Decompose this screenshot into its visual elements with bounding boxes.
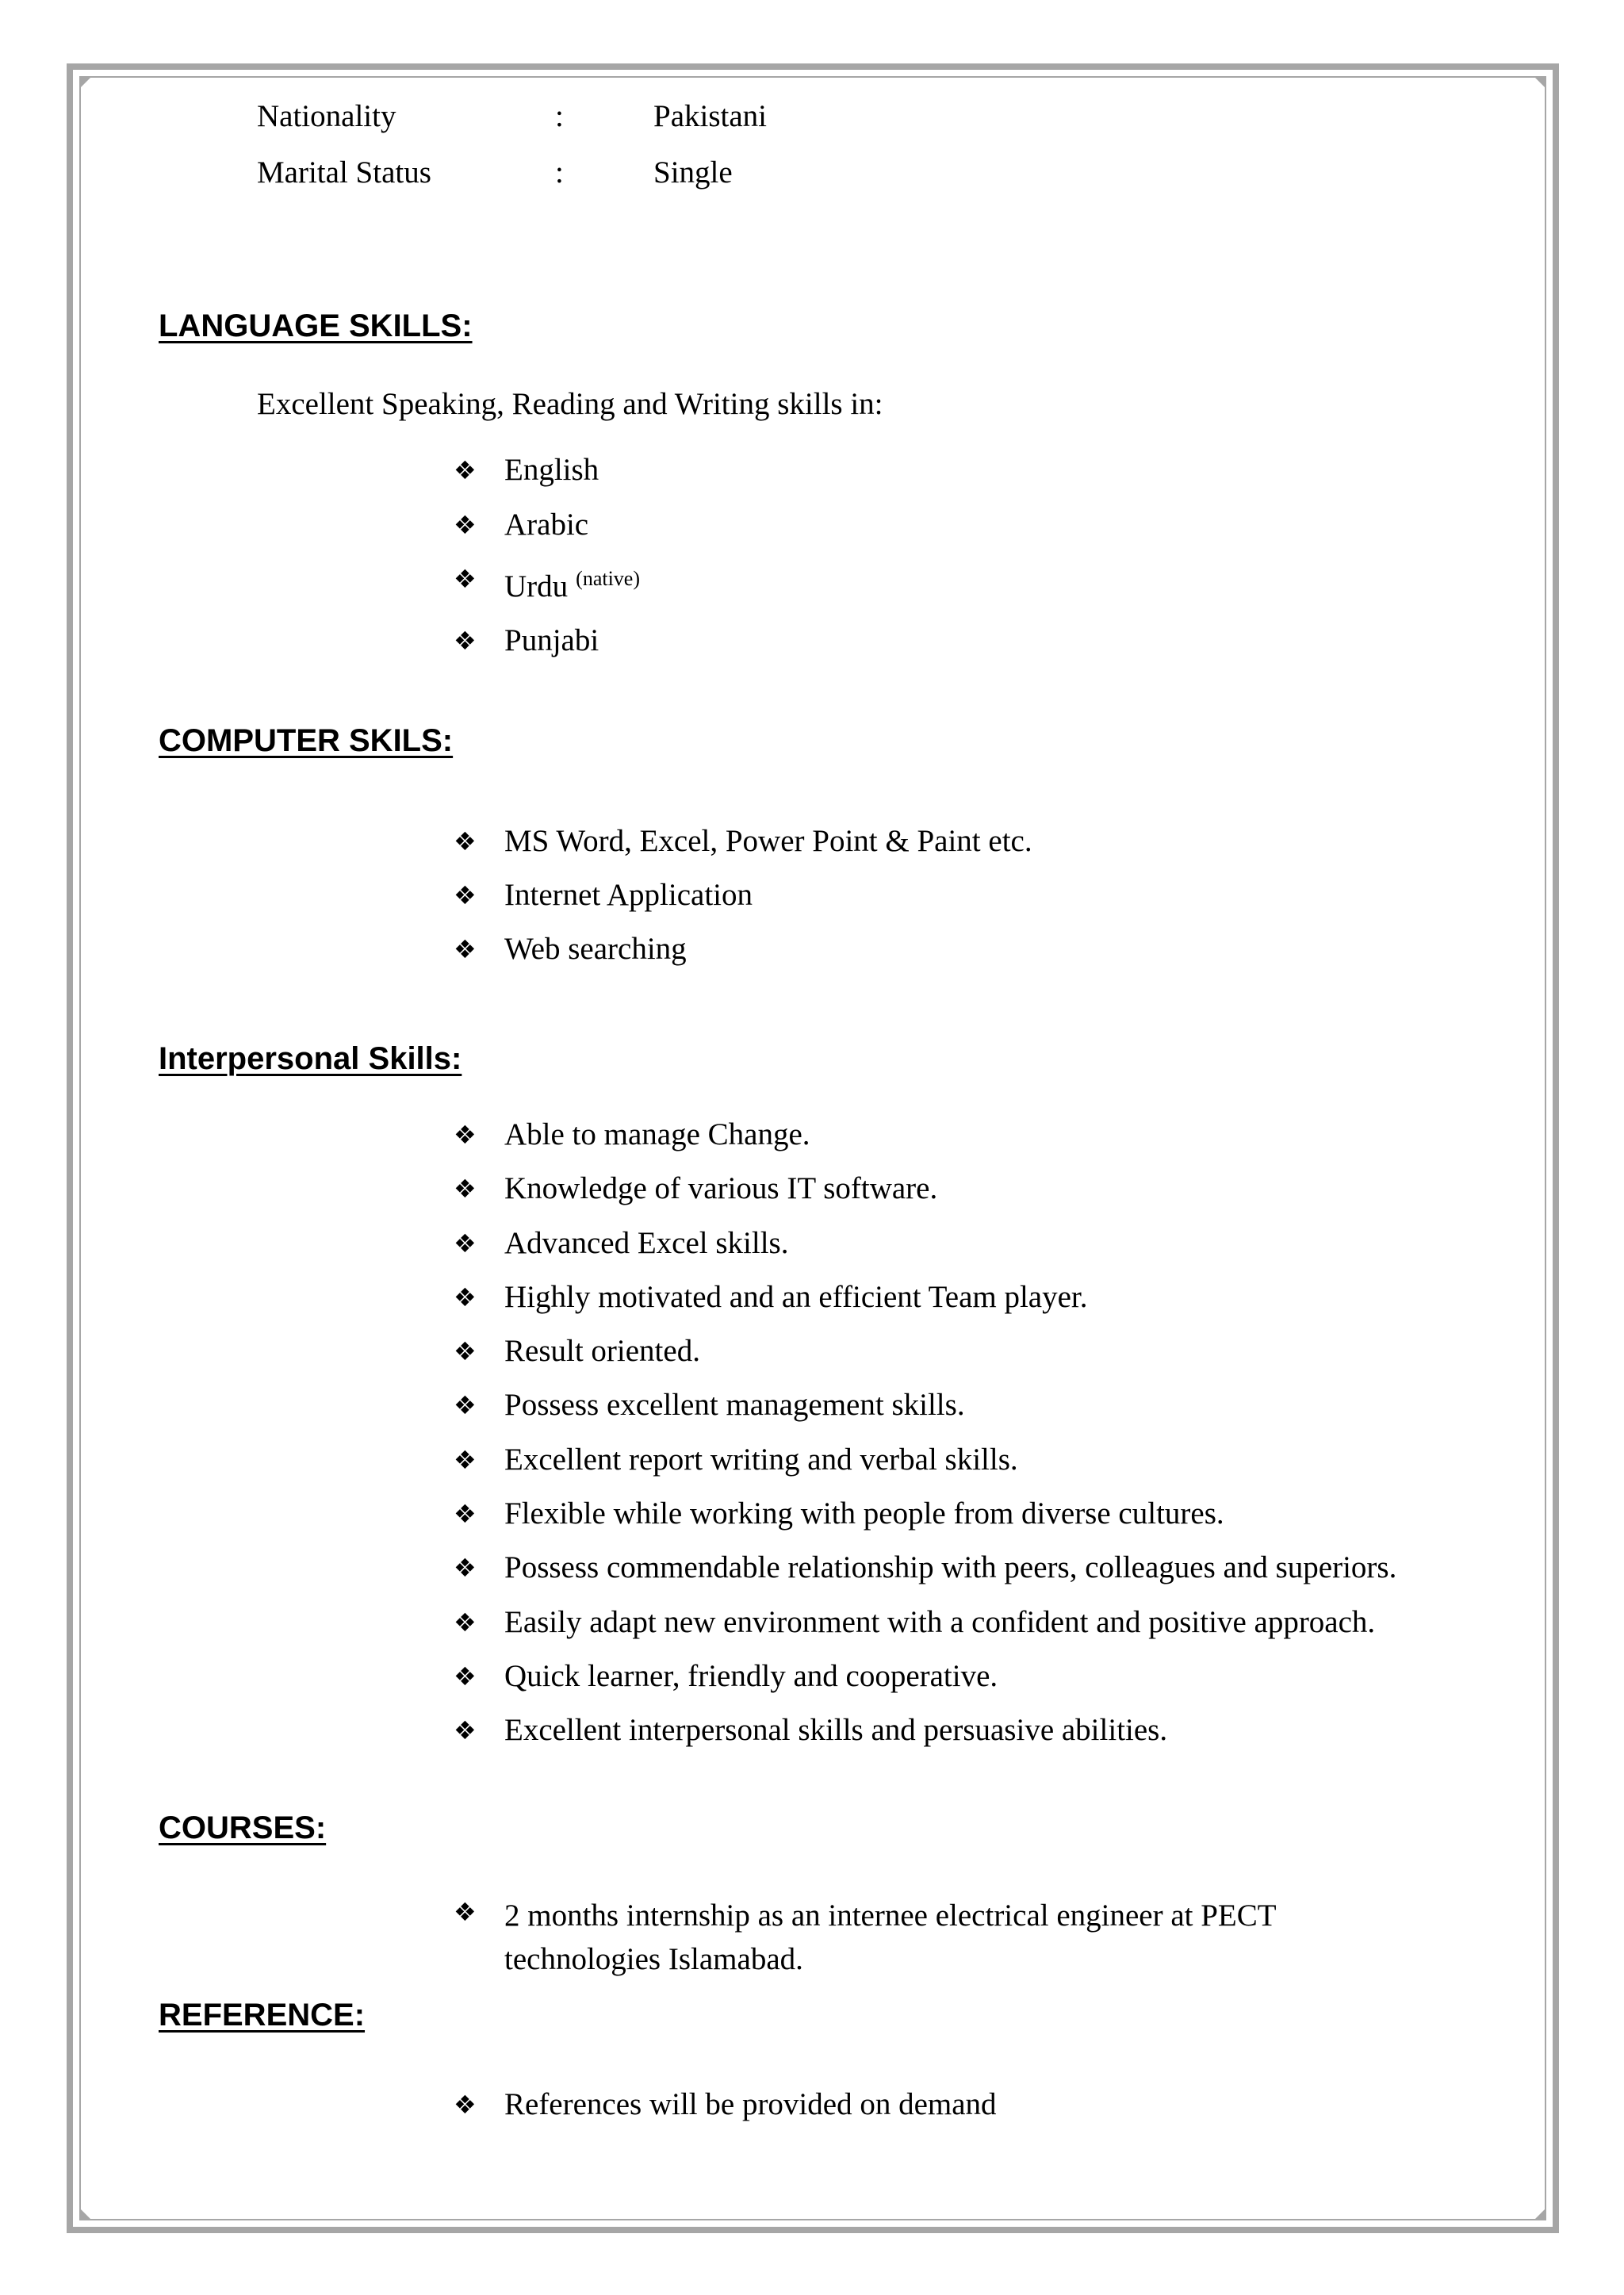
- nationality-label: Nationality: [257, 99, 396, 133]
- course-line-2: technologies Islamabad.: [504, 1942, 803, 1976]
- diamond-bullet-icon: ❖: [454, 880, 477, 910]
- interpersonal-skill-item: Highly motivated and an efficient Team player.: [504, 1279, 1088, 1314]
- diamond-bullet-icon: ❖: [454, 1499, 477, 1530]
- diamond-bullet-icon: ❖: [454, 1174, 477, 1205]
- list-item: [454, 1658, 1396, 1695]
- computer-skills-heading: COMPUTER SKILS:: [159, 723, 454, 758]
- diamond-bullet-icon: ❖: [454, 2090, 477, 2120]
- list-item: [454, 1894, 1277, 1981]
- corner-ornament-top-left: [79, 76, 92, 89]
- diamond-bullet-icon: ❖: [454, 1661, 477, 1692]
- urdu-native-note: (native): [576, 567, 640, 590]
- diamond-bullet-icon: ❖: [454, 1607, 477, 1638]
- computer-skill-item: Internet Application: [504, 878, 753, 912]
- marital-status-separator: :: [555, 155, 564, 190]
- diamond-bullet-icon: ❖: [454, 1120, 477, 1150]
- list-item: [454, 823, 1032, 860]
- list-item: [454, 1279, 1396, 1316]
- list-item: [454, 1333, 1396, 1370]
- diamond-bullet-icon: ❖: [454, 1553, 477, 1584]
- language-item: Arabic: [504, 508, 589, 542]
- corner-ornament-bottom-left: [79, 2208, 92, 2220]
- diamond-bullet-icon: ❖: [454, 1897, 477, 1927]
- interpersonal-skill-item: Flexible while working with people from diverse cultures.: [504, 1496, 1224, 1531]
- list-item: [454, 1117, 1396, 1153]
- interpersonal-skill-item: Excellent report writing and verbal skills.: [504, 1442, 1018, 1477]
- list-item: [454, 1442, 1396, 1478]
- reference-item: References will be provided on demand: [504, 2087, 997, 2121]
- interpersonal-skill-item: Able to manage Change.: [504, 1117, 810, 1151]
- interpersonal-skill-item: Advanced Excel skills.: [504, 1225, 789, 1260]
- list-item: [454, 877, 1032, 914]
- language-skills-intro: Excellent Speaking, Reading and Writing skills in:: [257, 387, 883, 421]
- list-item: [454, 1387, 1396, 1423]
- diamond-bullet-icon: ❖: [454, 510, 477, 540]
- language-item: English: [504, 453, 599, 487]
- marital-status-label: Marital Status: [257, 155, 431, 190]
- interpersonal-skill-item: Possess commendable relationship with peers, colleagues and superiors.: [504, 1550, 1397, 1585]
- list-item: [454, 452, 640, 489]
- list-item: [454, 931, 1032, 967]
- course-line-1: 2 months internship as an internee electrical engineer at PECT: [504, 1898, 1277, 1933]
- list-item: [454, 1496, 1396, 1532]
- list-item: [454, 561, 640, 605]
- computer-skill-item: MS Word, Excel, Power Point & Paint etc.: [504, 824, 1032, 858]
- interpersonal-skill-item: Knowledge of various IT software.: [504, 1171, 938, 1206]
- interpersonal-skill-item: Possess excellent management skills.: [504, 1388, 965, 1423]
- interpersonal-skill-item: Easily adapt new environment with a confident and positive approach.: [504, 1604, 1376, 1639]
- diamond-bullet-icon: ❖: [454, 934, 477, 964]
- computer-skills-list: [454, 823, 1032, 967]
- language-list: [454, 452, 640, 659]
- interpersonal-skill-item: Result oriented.: [504, 1334, 700, 1369]
- corner-ornament-bottom-right: [1534, 2208, 1546, 2220]
- nationality-separator: :: [555, 99, 564, 133]
- diamond-bullet-icon: ❖: [454, 826, 477, 856]
- computer-skill-item: Web searching: [504, 932, 687, 966]
- diamond-bullet-icon: ❖: [454, 1715, 477, 1746]
- reference-heading: REFERENCE:: [159, 1998, 366, 2033]
- courses-heading: COURSES:: [159, 1810, 327, 1845]
- nationality-value: Pakistani: [653, 99, 767, 133]
- marital-status-value: Single: [653, 155, 733, 190]
- diamond-bullet-icon: ❖: [454, 1444, 477, 1475]
- language-skills-heading: LANGUAGE SKILLS:: [159, 308, 473, 343]
- corner-ornament-top-right: [1534, 76, 1546, 89]
- diamond-bullet-icon: ❖: [454, 1282, 477, 1312]
- courses-list: [454, 1894, 1277, 1981]
- diamond-bullet-icon: ❖: [454, 626, 477, 656]
- diamond-bullet-icon: ❖: [454, 1228, 477, 1259]
- diamond-bullet-icon: ❖: [454, 1336, 477, 1367]
- diamond-bullet-icon: ❖: [454, 1390, 477, 1421]
- list-item: [454, 1550, 1396, 1586]
- language-item: Punjabi: [504, 623, 599, 657]
- list-item: [454, 1170, 1396, 1207]
- diamond-bullet-icon: ❖: [454, 564, 477, 594]
- reference-list: [454, 2086, 997, 2123]
- list-item: [454, 1225, 1396, 1262]
- interpersonal-skills-list: [454, 1117, 1396, 1749]
- interpersonal-skills-heading: Interpersonal Skills:: [159, 1041, 462, 1076]
- list-item: [454, 2086, 997, 2123]
- interpersonal-skill-item: Excellent interpersonal skills and persuasive abilities.: [504, 1713, 1168, 1748]
- language-item: Urdu: [504, 569, 569, 603]
- list-item: [454, 1604, 1396, 1641]
- list-item: [454, 623, 640, 659]
- interpersonal-skill-item: Quick learner, friendly and cooperative.: [504, 1658, 998, 1693]
- diamond-bullet-icon: ❖: [454, 455, 477, 485]
- list-item: [454, 507, 640, 543]
- list-item: [454, 1712, 1396, 1749]
